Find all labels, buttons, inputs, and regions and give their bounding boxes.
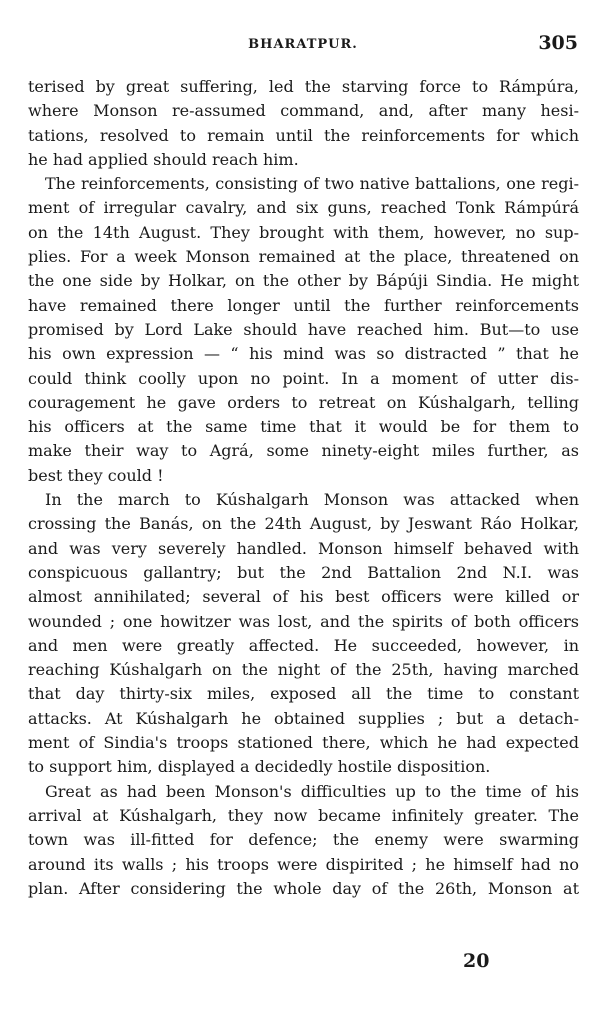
text-line: couragement he gave orders to retreat on Kúshalgarh, telling xyxy=(28,392,579,412)
text-line: that day thirty-six miles, exposed all the time to constant xyxy=(28,684,579,704)
text-line: Great as had been Monson's difficulties up to the time of his xyxy=(45,781,579,801)
text-line: best they could ! xyxy=(28,465,164,485)
text-line: and was very severely handled. Monson himself behaved with xyxy=(28,538,579,558)
text-line: ment of irregular cavalry, and six guns, reached Tonk Rámpúrá xyxy=(28,198,579,218)
text-line: to support him, displayed a decidedly hostile disposition. xyxy=(28,757,491,777)
running-header xyxy=(28,32,578,56)
text-line: promised by Lord Lake should have reached him. But—to use xyxy=(28,319,579,339)
text-line: tations, resolved to remain until the reinforcements for which xyxy=(28,125,579,145)
text-line: on the 14th August. They brought with them, however, no sup- xyxy=(28,222,579,242)
text-line: plan. After considering the whole day of the 26th, Monson at xyxy=(28,878,579,898)
text-line: almost annihilated; several of his best officers were killed or xyxy=(28,587,579,607)
text-line: his officers at the same time that it would be for them to xyxy=(28,417,579,437)
text-line: he had applied should reach him. xyxy=(28,149,299,169)
text-line: plies. For a week Monson remained at the place, threatened on xyxy=(28,247,579,267)
paragraph xyxy=(28,75,579,172)
text-line: attacks. At Kúshalgarh he obtained supplies ; but a detach- xyxy=(28,708,579,728)
text-line: the one side by Holkar, on the other by Bápúji Sindia. He might xyxy=(28,271,579,291)
text-line: conspicuous gallantry; but the 2nd Battalion 2nd N.I. was xyxy=(28,562,579,582)
paragraph xyxy=(28,488,579,780)
running-title: BHARATPUR. xyxy=(248,37,358,52)
page-number: 305 xyxy=(538,32,578,54)
text-line: could think coolly upon no point. In a moment of utter dis- xyxy=(28,368,579,388)
paragraph xyxy=(28,780,579,901)
text-line: arrival at Kúshalgarh, they now became infinitely greater. The xyxy=(28,805,579,825)
text-line: ment of Sindia's troops stationed there, which he had expected xyxy=(28,733,579,753)
text-line: crossing the Banás, on the 24th August, by Jeswant Ráo Holkar, xyxy=(28,514,579,534)
body-text xyxy=(28,75,579,901)
text-line: make their way to Agrá, some ninety-eight miles further, as xyxy=(28,441,579,461)
text-line: In the march to Kúshalgarh Monson was attacked when xyxy=(45,490,579,510)
text-line: The reinforcements, consisting of two native battalions, one regi- xyxy=(45,174,579,194)
text-line: and men were greatly affected. He succeeded, however, in xyxy=(28,635,579,655)
text-line: have remained there longer until the further reinforcements xyxy=(28,295,579,315)
text-line: terised by great suffering, led the starving force to Rámpúra, xyxy=(28,77,579,96)
printer-signature-mark: 20 xyxy=(463,950,490,972)
text-line: where Monson re-assumed command, and, after many hesi- xyxy=(28,101,579,121)
text-line: town was ill-fitted for defence; the enemy were swarming xyxy=(28,830,579,850)
text-line: wounded ; one howitzer was lost, and the spirits of both officers xyxy=(28,611,579,631)
paragraph xyxy=(28,172,579,488)
text-line: around its walls ; his troops were dispirited ; he himself had no xyxy=(28,854,579,874)
text-line: his own expression — “ his mind was so distracted ” that he xyxy=(28,344,579,364)
text-line: reaching Kúshalgarh on the night of the 25th, having marched xyxy=(28,660,579,680)
